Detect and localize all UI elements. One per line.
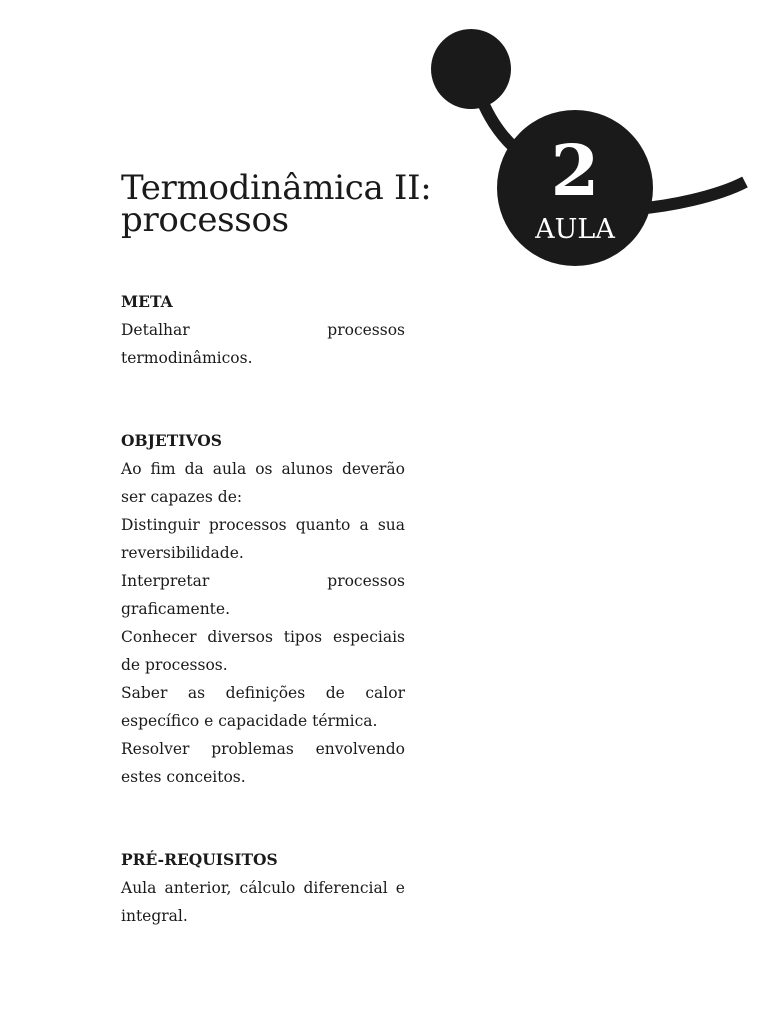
- badge-number: 2: [550, 129, 600, 212]
- objetivo-item: Resolver problemas envolvendo estes conceitos.: [121, 740, 405, 786]
- objetivos-heading: OBJETIVOS: [121, 431, 222, 450]
- objetivo-item: Interpretar processos graficamente.: [121, 572, 405, 618]
- objetivos-section: [121, 427, 405, 791]
- objetivo-item: Saber as definições de calor específico e capacidade térmica.: [121, 684, 405, 730]
- objetivo-item: Conhecer diversos tipos especiais de processos.: [121, 628, 405, 674]
- page-title: [121, 168, 432, 240]
- prerequisitos-section: [121, 846, 405, 930]
- objetivo-item: Ao fim da aula os alunos deverão ser capazes de:: [121, 460, 405, 506]
- meta-text: Detalhar processos termodinâmicos.: [121, 321, 405, 367]
- prerequisitos-heading: PRÉ-REQUISITOS: [121, 850, 278, 869]
- badge-label: AULA: [535, 214, 615, 245]
- prerequisitos-text: Aula anterior, cálculo diferencial e integral.: [121, 879, 405, 925]
- meta-heading: META: [121, 292, 173, 311]
- objetivo-item: Distinguir processos quanto a sua reversibilidade.: [121, 516, 405, 562]
- meta-section: [121, 288, 405, 372]
- aula-badge: [420, 20, 760, 280]
- title-line-2: processos: [121, 200, 289, 240]
- title-line-1: Termodinâmica II:: [121, 168, 432, 208]
- badge-small-circle: [431, 29, 511, 109]
- lesson-content: [121, 288, 405, 930]
